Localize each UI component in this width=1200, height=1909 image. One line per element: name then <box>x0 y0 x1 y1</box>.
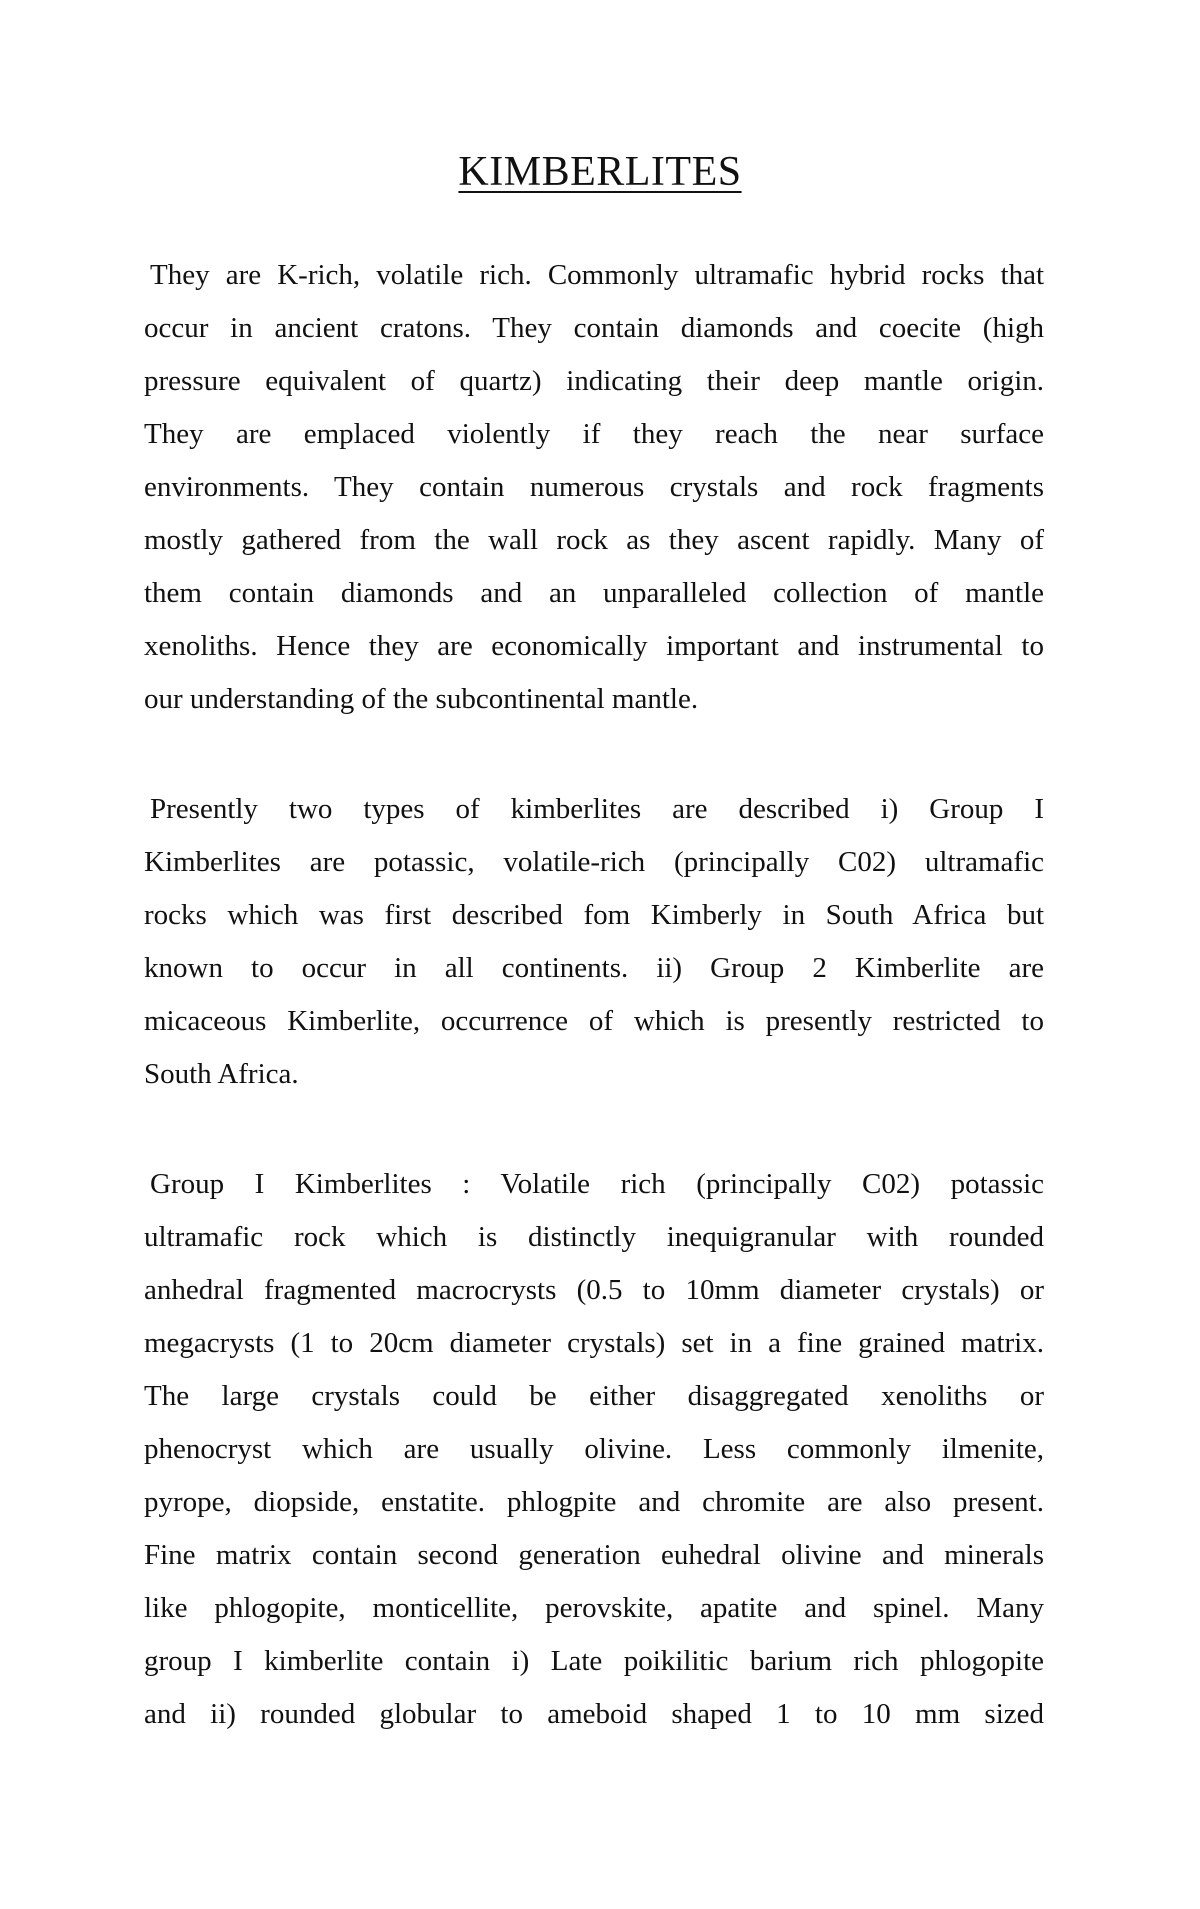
paragraph-2 <box>144 783 1044 1101</box>
paragraph-line: mostly gathered from the wall rock as they ascent rapidly. Many of <box>144 524 1044 556</box>
paragraph-line: them contain diamonds and an unparalleled collection of mantle <box>144 577 1044 609</box>
page-title: KIMBERLITES <box>458 149 742 195</box>
paragraph-line: ultramafic rock which is distinctly inequigranular with rounded <box>144 1221 1044 1253</box>
paragraph-line: Presently two types of kimberlites are described i) Group I <box>150 793 1044 825</box>
paragraph-line: anhedral fragmented macrocrysts (0.5 to 10mm diameter crystals) or <box>144 1274 1044 1306</box>
paragraph-line: South Africa. <box>144 1058 299 1090</box>
paragraph-line: environments. They contain numerous crystals and rock fragments <box>144 471 1044 503</box>
paragraph-line: pressure equivalent of quartz) indicating their deep mantle origin. <box>144 365 1044 397</box>
paragraph-line: group I kimberlite contain i) Late poikilitic barium rich phlogopite <box>144 1645 1044 1677</box>
paragraph-line: Fine matrix contain second generation euhedral olivine and minerals <box>144 1539 1044 1571</box>
paragraph-line: The large crystals could be either disaggregated xenoliths or <box>144 1380 1044 1412</box>
paragraph-line: megacrysts (1 to 20cm diameter crystals) set in a fine grained matrix. <box>144 1327 1044 1359</box>
paragraph-line: xenoliths. Hence they are economically important and instrumental to <box>144 630 1044 662</box>
paragraph-line: rocks which was first described fom Kimberly in South Africa but <box>144 899 1044 931</box>
paragraph-line: like phlogopite, monticellite, perovskite, apatite and spinel. Many <box>144 1592 1044 1624</box>
paragraph-line: and ii) rounded globular to ameboid shaped 1 to 10 mm sized <box>144 1698 1044 1730</box>
paragraph-line: our understanding of the subcontinental mantle. <box>144 683 699 715</box>
paragraph-line: micaceous Kimberlite, occurrence of which is presently restricted to <box>144 1005 1044 1037</box>
paragraph-line: occur in ancient cratons. They contain diamonds and coecite (high <box>144 312 1044 344</box>
paragraph-line: Kimberlites are potassic, volatile-rich (principally C02) ultramafic <box>144 846 1044 878</box>
paragraph-line: known to occur in all continents. ii) Group 2 Kimberlite are <box>144 952 1044 984</box>
paragraph-line: phenocryst which are usually olivine. Less commonly ilmenite, <box>144 1433 1044 1465</box>
paragraph-line: pyrope, diopside, enstatite. phlogpite and chromite are also present. <box>144 1486 1044 1518</box>
paragraph-line: They are emplaced violently if they reach the near surface <box>144 418 1044 450</box>
paragraph-line: Group I Kimberlites : Volatile rich (principally C02) potassic <box>150 1168 1044 1200</box>
paragraph-1 <box>144 249 1044 726</box>
paragraph-line: They are K-rich, volatile rich. Commonly ultramafic hybrid rocks that <box>150 259 1044 291</box>
paragraph-3 <box>144 1158 1044 1741</box>
